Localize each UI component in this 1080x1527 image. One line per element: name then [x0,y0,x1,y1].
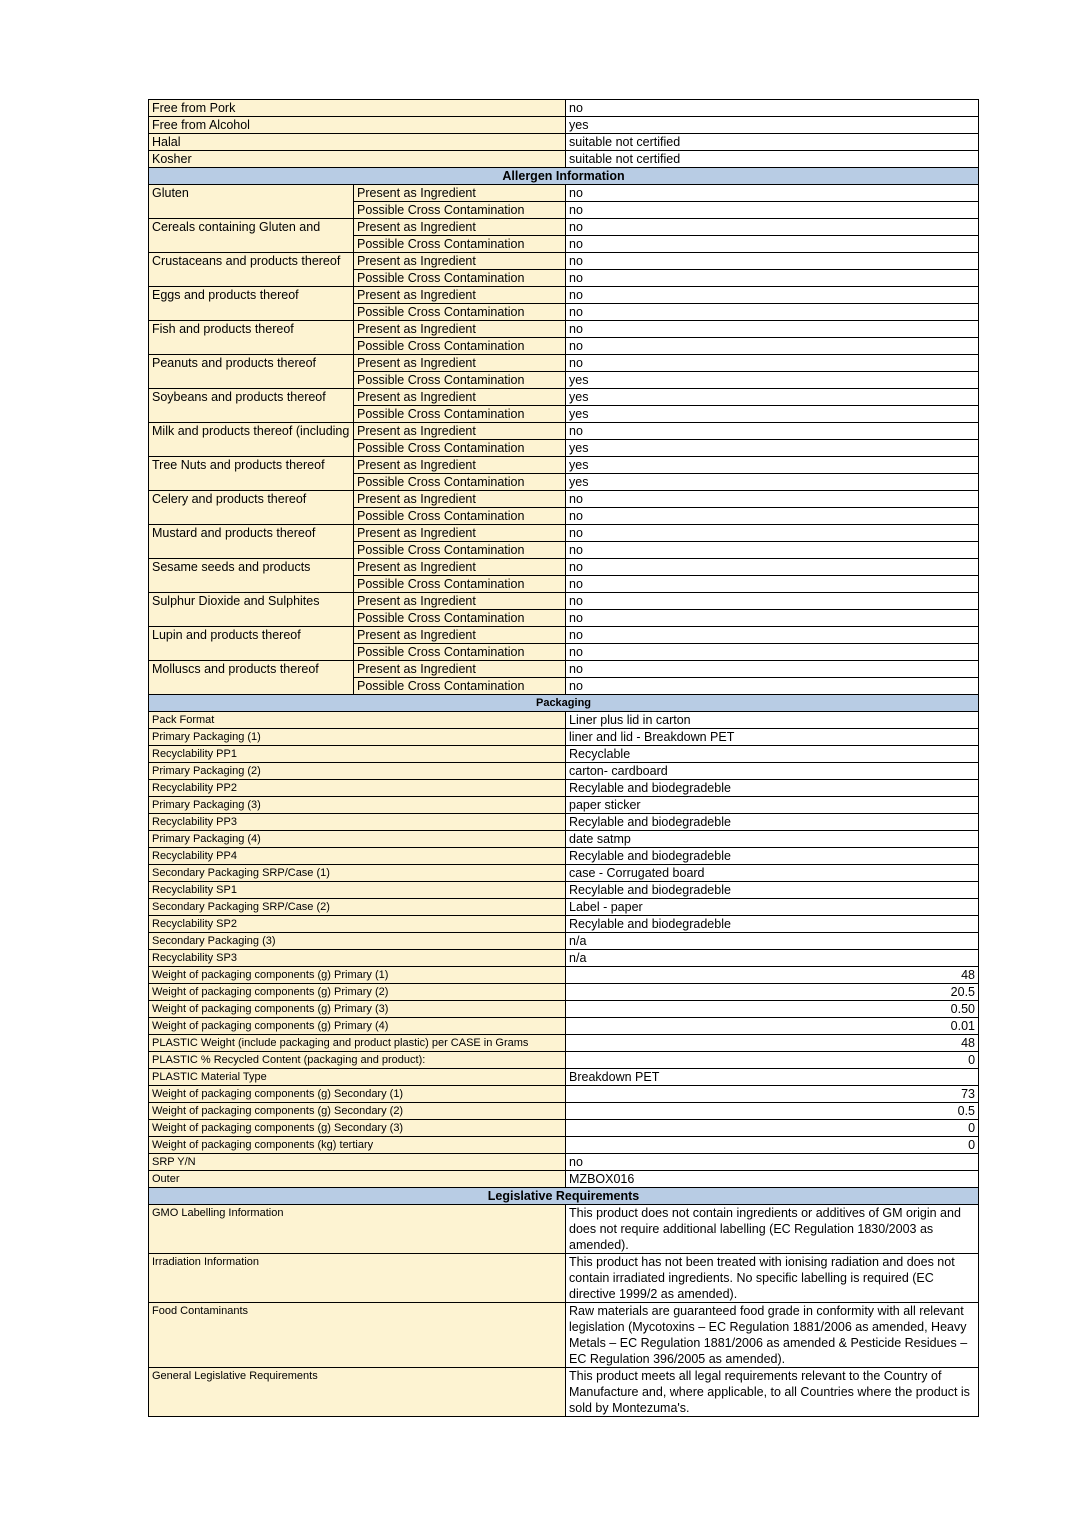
allergen-name: Gluten [149,185,354,219]
packaging-row [149,984,979,1001]
allergen-row [149,457,979,474]
allergen-cross-value: no [566,202,979,219]
allergen-present-value: no [566,423,979,440]
allergen-cross-value: no [566,270,979,287]
allergen-name: Peanuts and products thereof [149,355,354,389]
allergen-present-value: no [566,321,979,338]
packaging-row [149,1103,979,1120]
packaging-row [149,712,979,729]
packaging-section-title: Packaging [149,695,979,712]
allergen-present-value: no [566,593,979,610]
packaging-value: carton- cardboard [566,763,979,780]
legislative-label: GMO Labelling Information [149,1205,566,1254]
packaging-value: date satmp [566,831,979,848]
allergen-present-value: no [566,219,979,236]
packaging-row [149,933,979,950]
present-as-ingredient-label: Present as Ingredient [354,185,566,202]
packaging-row [149,763,979,780]
packaging-row [149,882,979,899]
allergen-present-value: yes [566,389,979,406]
allergen-row [149,253,979,270]
allergen-cross-value: no [566,644,979,661]
allergen-present-value: no [566,355,979,372]
present-as-ingredient-label: Present as Ingredient [354,423,566,440]
allergen-row [149,219,979,236]
packaging-row [149,899,979,916]
allergen-cross-value: no [566,542,979,559]
packaging-label: PLASTIC Weight (include packaging and product plastic) per CASE in Grams [149,1035,566,1052]
packaging-row [149,1154,979,1171]
allergen-cross-value: yes [566,440,979,457]
cross-contamination-label: Possible Cross Contamination [354,576,566,593]
allergen-name: Crustaceans and products thereof [149,253,354,287]
packaging-row [149,1069,979,1086]
allergen-present-value: no [566,627,979,644]
packaging-row [149,729,979,746]
packaging-row [149,814,979,831]
packaging-value: 73 [566,1086,979,1103]
packaging-value: n/a [566,933,979,950]
allergen-present-value: no [566,185,979,202]
packaging-label: Recyclability PP3 [149,814,566,831]
allergen-cross-value: yes [566,372,979,389]
allergen-name: Sesame seeds and products [149,559,354,593]
allergen-row [149,593,979,610]
packaging-value: 0.50 [566,1001,979,1018]
packaging-value: 0 [566,1052,979,1069]
packaging-row [149,1137,979,1154]
packaging-label: Recyclability SP3 [149,950,566,967]
legislative-value: Raw materials are guaranteed food grade in conformity with all relevant legislation (Mycotoxins – EC Regulation 1881/2006 as amended, Heavy Metals – EC Regulation 1881/2006 as amended & Pesticide Residues – EC Regulation 396/2005 as amended). [566,1303,979,1368]
allergen-cross-value: no [566,678,979,695]
packaging-row [149,1171,979,1188]
packaging-label: Primary Packaging (1) [149,729,566,746]
allergen-row [149,287,979,304]
present-as-ingredient-label: Present as Ingredient [354,253,566,270]
cross-contamination-label: Possible Cross Contamination [354,338,566,355]
legislative-section-title: Legislative Requirements [149,1188,979,1205]
packaging-label: Recyclability PP1 [149,746,566,763]
dietary-value: suitable not certified [566,151,979,168]
cross-contamination-label: Possible Cross Contamination [354,406,566,423]
dietary-row [149,151,979,168]
packaging-value: 0.01 [566,1018,979,1035]
packaging-label: Primary Packaging (4) [149,831,566,848]
dietary-value: yes [566,117,979,134]
packaging-value: MZBOX016 [566,1171,979,1188]
cross-contamination-label: Possible Cross Contamination [354,644,566,661]
packaging-row [149,797,979,814]
packaging-value: 0 [566,1137,979,1154]
allergen-name: Mustard and products thereof [149,525,354,559]
allergen-row [149,321,979,338]
packaging-label: PLASTIC % Recycled Content (packaging and product): [149,1052,566,1069]
packaging-row [149,831,979,848]
legislative-row [149,1303,979,1368]
legislative-value: This product does not contain ingredients or additives of GM origin and does not require additional labelling (EC Regulation 1830/2003 as amended). [566,1205,979,1254]
present-as-ingredient-label: Present as Ingredient [354,287,566,304]
cross-contamination-label: Possible Cross Contamination [354,270,566,287]
allergen-name: Celery and products thereof [149,491,354,525]
cross-contamination-label: Possible Cross Contamination [354,610,566,627]
cross-contamination-label: Possible Cross Contamination [354,372,566,389]
allergen-cross-value: no [566,236,979,253]
cross-contamination-label: Possible Cross Contamination [354,508,566,525]
allergen-name: Cereals containing Gluten and [149,219,354,253]
present-as-ingredient-label: Present as Ingredient [354,355,566,372]
dietary-row [149,117,979,134]
dietary-label: Kosher [149,151,566,168]
cross-contamination-label: Possible Cross Contamination [354,236,566,253]
packaging-row [149,1086,979,1103]
legislative-row [149,1368,979,1417]
packaging-row [149,746,979,763]
legislative-label: Irradiation Information [149,1254,566,1303]
allergen-present-value: no [566,491,979,508]
allergen-row [149,627,979,644]
dietary-row [149,134,979,151]
cross-contamination-label: Possible Cross Contamination [354,678,566,695]
allergen-present-value: no [566,661,979,678]
packaging-label: Recyclability PP4 [149,848,566,865]
packaging-label: Weight of packaging components (g) Secondary (1) [149,1086,566,1103]
allergen-row [149,355,979,372]
packaging-row [149,1018,979,1035]
packaging-row [149,1035,979,1052]
allergen-present-value: yes [566,457,979,474]
packaging-value: 20.5 [566,984,979,1001]
packaging-value: 0.5 [566,1103,979,1120]
allergen-row [149,559,979,576]
packaging-row [149,1120,979,1137]
allergen-row [149,525,979,542]
allergen-cross-value: yes [566,474,979,491]
dietary-row [149,100,979,117]
allergen-present-value: no [566,253,979,270]
packaging-value: Liner plus lid in carton [566,712,979,729]
packaging-label: Primary Packaging (3) [149,797,566,814]
packaging-label: PLASTIC Material Type [149,1069,566,1086]
dietary-label: Free from Pork [149,100,566,117]
packaging-label: Recyclability SP1 [149,882,566,899]
specification-table [148,99,979,1417]
allergen-cross-value: no [566,508,979,525]
present-as-ingredient-label: Present as Ingredient [354,627,566,644]
allergen-name: Tree Nuts and products thereof [149,457,354,491]
allergen-name: Lupin and products thereof [149,627,354,661]
packaging-value: 48 [566,967,979,984]
dietary-label: Halal [149,134,566,151]
legislative-value: This product has not been treated with ionising radiation and does not contain irradiated ingredients. No specific labelling is required (EC directive 1999/2 as amended). [566,1254,979,1303]
packaging-value: Label - paper [566,899,979,916]
allergen-name: Eggs and products thereof [149,287,354,321]
cross-contamination-label: Possible Cross Contamination [354,202,566,219]
allergen-row [149,389,979,406]
packaging-value: Recylable and biodegradeble [566,780,979,797]
cross-contamination-label: Possible Cross Contamination [354,304,566,321]
section-header-row [149,695,979,712]
packaging-label: Secondary Packaging (3) [149,933,566,950]
cross-contamination-label: Possible Cross Contamination [354,542,566,559]
packaging-value: liner and lid - Breakdown PET [566,729,979,746]
packaging-row [149,950,979,967]
packaging-value: Breakdown PET [566,1069,979,1086]
packaging-row [149,848,979,865]
section-header-row [149,1188,979,1205]
cross-contamination-label: Possible Cross Contamination [354,474,566,491]
present-as-ingredient-label: Present as Ingredient [354,661,566,678]
present-as-ingredient-label: Present as Ingredient [354,457,566,474]
allergen-cross-value: yes [566,406,979,423]
packaging-value: Recylable and biodegradeble [566,848,979,865]
packaging-value: 0 [566,1120,979,1137]
present-as-ingredient-label: Present as Ingredient [354,559,566,576]
packaging-label: SRP Y/N [149,1154,566,1171]
allergen-cross-value: no [566,576,979,593]
present-as-ingredient-label: Present as Ingredient [354,321,566,338]
packaging-label: Weight of packaging components (g) Secondary (2) [149,1103,566,1120]
allergen-row [149,185,979,202]
packaging-value: n/a [566,950,979,967]
present-as-ingredient-label: Present as Ingredient [354,593,566,610]
packaging-row [149,780,979,797]
packaging-label: Weight of packaging components (g) Primary (4) [149,1018,566,1035]
packaging-row [149,1052,979,1069]
allergen-name: Fish and products thereof [149,321,354,355]
packaging-label: Primary Packaging (2) [149,763,566,780]
dietary-label: Free from Alcohol [149,117,566,134]
packaging-value: Recylable and biodegradeble [566,916,979,933]
packaging-label: Pack Format [149,712,566,729]
dietary-value: suitable not certified [566,134,979,151]
packaging-value: case - Corrugated board [566,865,979,882]
allergen-name: Milk and products thereof (including [149,423,354,457]
cross-contamination-label: Possible Cross Contamination [354,440,566,457]
legislative-value: This product meets all legal requirements relevant to the Country of Manufacture and, where applicable, to all Countries where the product is sold by Montezuma's. [566,1368,979,1417]
legislative-row [149,1254,979,1303]
allergen-name: Sulphur Dioxide and Sulphites [149,593,354,627]
packaging-label: Weight of packaging components (g) Primary (1) [149,967,566,984]
allergen-present-value: no [566,287,979,304]
packaging-label: Outer [149,1171,566,1188]
allergen-present-value: no [566,559,979,576]
legislative-label: General Legislative Requirements [149,1368,566,1417]
packaging-label: Recyclability PP2 [149,780,566,797]
allergen-cross-value: no [566,338,979,355]
legislative-row [149,1205,979,1254]
present-as-ingredient-label: Present as Ingredient [354,491,566,508]
legislative-label: Food Contaminants [149,1303,566,1368]
section-header-row [149,168,979,185]
packaging-label: Weight of packaging components (g) Primary (2) [149,984,566,1001]
packaging-value: Recylable and biodegradeble [566,814,979,831]
allergen-present-value: no [566,525,979,542]
packaging-label: Weight of packaging components (kg) tertiary [149,1137,566,1154]
allergen-row [149,661,979,678]
packaging-value: Recyclable [566,746,979,763]
packaging-label: Weight of packaging components (g) Secondary (3) [149,1120,566,1137]
present-as-ingredient-label: Present as Ingredient [354,219,566,236]
allergen-cross-value: no [566,304,979,321]
present-as-ingredient-label: Present as Ingredient [354,389,566,406]
packaging-value: 48 [566,1035,979,1052]
packaging-row [149,865,979,882]
packaging-row [149,967,979,984]
allergen-name: Soybeans and products thereof [149,389,354,423]
packaging-value: paper sticker [566,797,979,814]
dietary-value: no [566,100,979,117]
allergen-section-title: Allergen Information [149,168,979,185]
packaging-value: Recylable and biodegradeble [566,882,979,899]
packaging-row [149,1001,979,1018]
packaging-value: no [566,1154,979,1171]
allergen-row [149,491,979,508]
packaging-label: Secondary Packaging SRP/Case (2) [149,899,566,916]
allergen-row [149,423,979,440]
allergen-cross-value: no [566,610,979,627]
allergen-name: Molluscs and products thereof [149,661,354,695]
packaging-label: Secondary Packaging SRP/Case (1) [149,865,566,882]
packaging-row [149,916,979,933]
packaging-label: Recyclability SP2 [149,916,566,933]
packaging-label: Weight of packaging components (g) Primary (3) [149,1001,566,1018]
present-as-ingredient-label: Present as Ingredient [354,525,566,542]
